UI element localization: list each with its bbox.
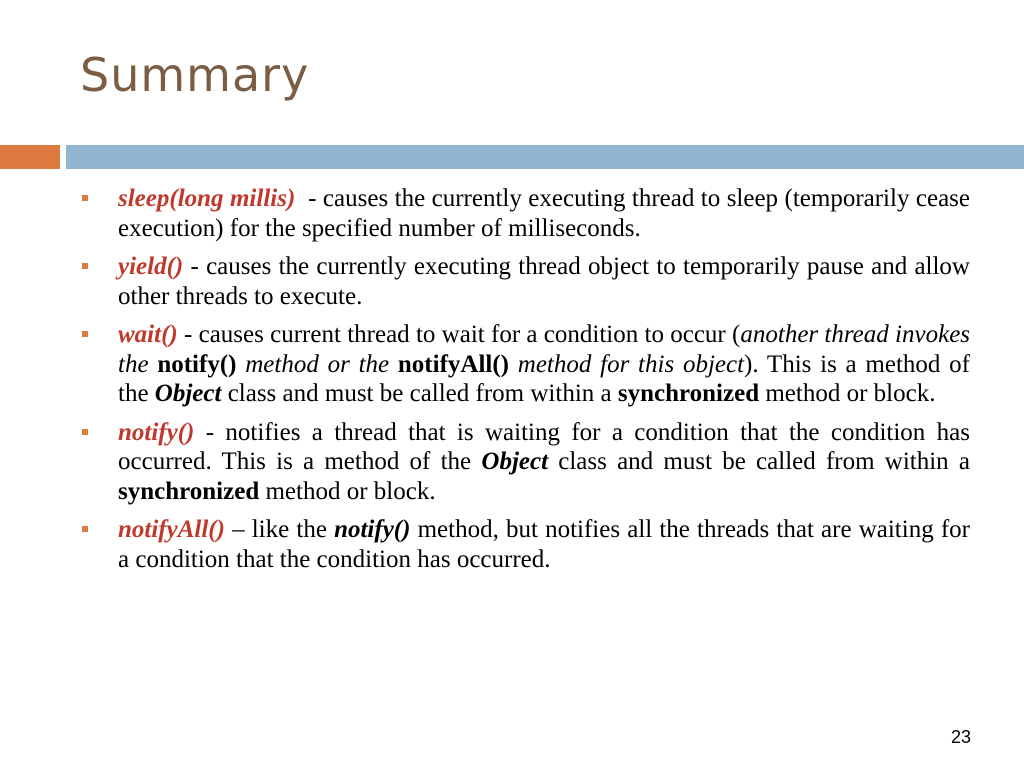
desc-notify-1: - notifies a thread that is waiting for a condition that the condition has occurred. This is a method of the bbox=[118, 418, 977, 475]
bullet-item-yield bbox=[80, 252, 977, 311]
desc-wait-bold-2: notifyAll() bbox=[397, 350, 509, 378]
bullet-square-icon bbox=[82, 331, 88, 337]
bullet-square-icon bbox=[82, 195, 88, 201]
desc-wait-bold-1: notify() bbox=[157, 350, 237, 378]
desc-notifyall-1: – like the bbox=[224, 516, 335, 543]
accent-bar-blue bbox=[66, 145, 1024, 169]
desc-notify-object: Object bbox=[481, 448, 549, 475]
bullet-square-icon bbox=[82, 429, 88, 435]
desc-wait-4: method or block. bbox=[759, 380, 936, 407]
desc-wait-italic-2: method or the bbox=[236, 350, 398, 378]
term-yield: yield() bbox=[118, 253, 184, 280]
desc-wait-italic-1: another thread invokes the bbox=[118, 321, 977, 378]
bullet-item-notifyall bbox=[80, 515, 977, 574]
page-number: 23 bbox=[950, 727, 971, 747]
term-notify: notify() bbox=[118, 418, 195, 446]
term-wait: wait() bbox=[118, 321, 178, 348]
bullet-item-notify bbox=[80, 418, 977, 507]
bullet-item-wait bbox=[80, 320, 977, 409]
slide-title: Summary bbox=[80, 48, 310, 102]
term-notifyall: notifyAll() bbox=[118, 516, 225, 543]
bullet-square-icon bbox=[82, 526, 88, 532]
desc-notifyall-2: method, but notifies all the threads that are waiting for a condition that the condition has occurred. bbox=[118, 516, 977, 573]
desc-wait-2: ). This is a method of the bbox=[118, 350, 977, 407]
desc-wait-italic-3: method for this object bbox=[509, 350, 745, 378]
desc-notify-synchronized: synchronized bbox=[118, 477, 260, 505]
term-sleep: sleep(long millis) bbox=[118, 185, 296, 212]
accent-bar-orange bbox=[0, 145, 60, 169]
bullet-list bbox=[80, 184, 977, 583]
bullet-item-sleep bbox=[80, 184, 977, 243]
desc-notify-3: method or block. bbox=[259, 477, 436, 505]
desc-wait-object: Object bbox=[154, 380, 222, 407]
desc-wait-synchronized: synchronized bbox=[617, 380, 760, 407]
desc-yield: - causes the currently executing thread object to temporarily pause and allow other threads to execute. bbox=[118, 253, 977, 310]
desc-notifyall-notify: notify() bbox=[334, 516, 411, 543]
desc-sleep: - causes the currently executing thread to sleep (temporarily cease execution) for the specified number of milliseconds. bbox=[118, 185, 977, 242]
bullet-square-icon bbox=[82, 263, 88, 269]
desc-wait-1: - causes current thread to wait for a condition to occur ( bbox=[177, 321, 741, 348]
desc-notify-2: class and must be called from within a bbox=[548, 448, 977, 475]
desc-wait-3: class and must be called from within a bbox=[221, 380, 618, 407]
